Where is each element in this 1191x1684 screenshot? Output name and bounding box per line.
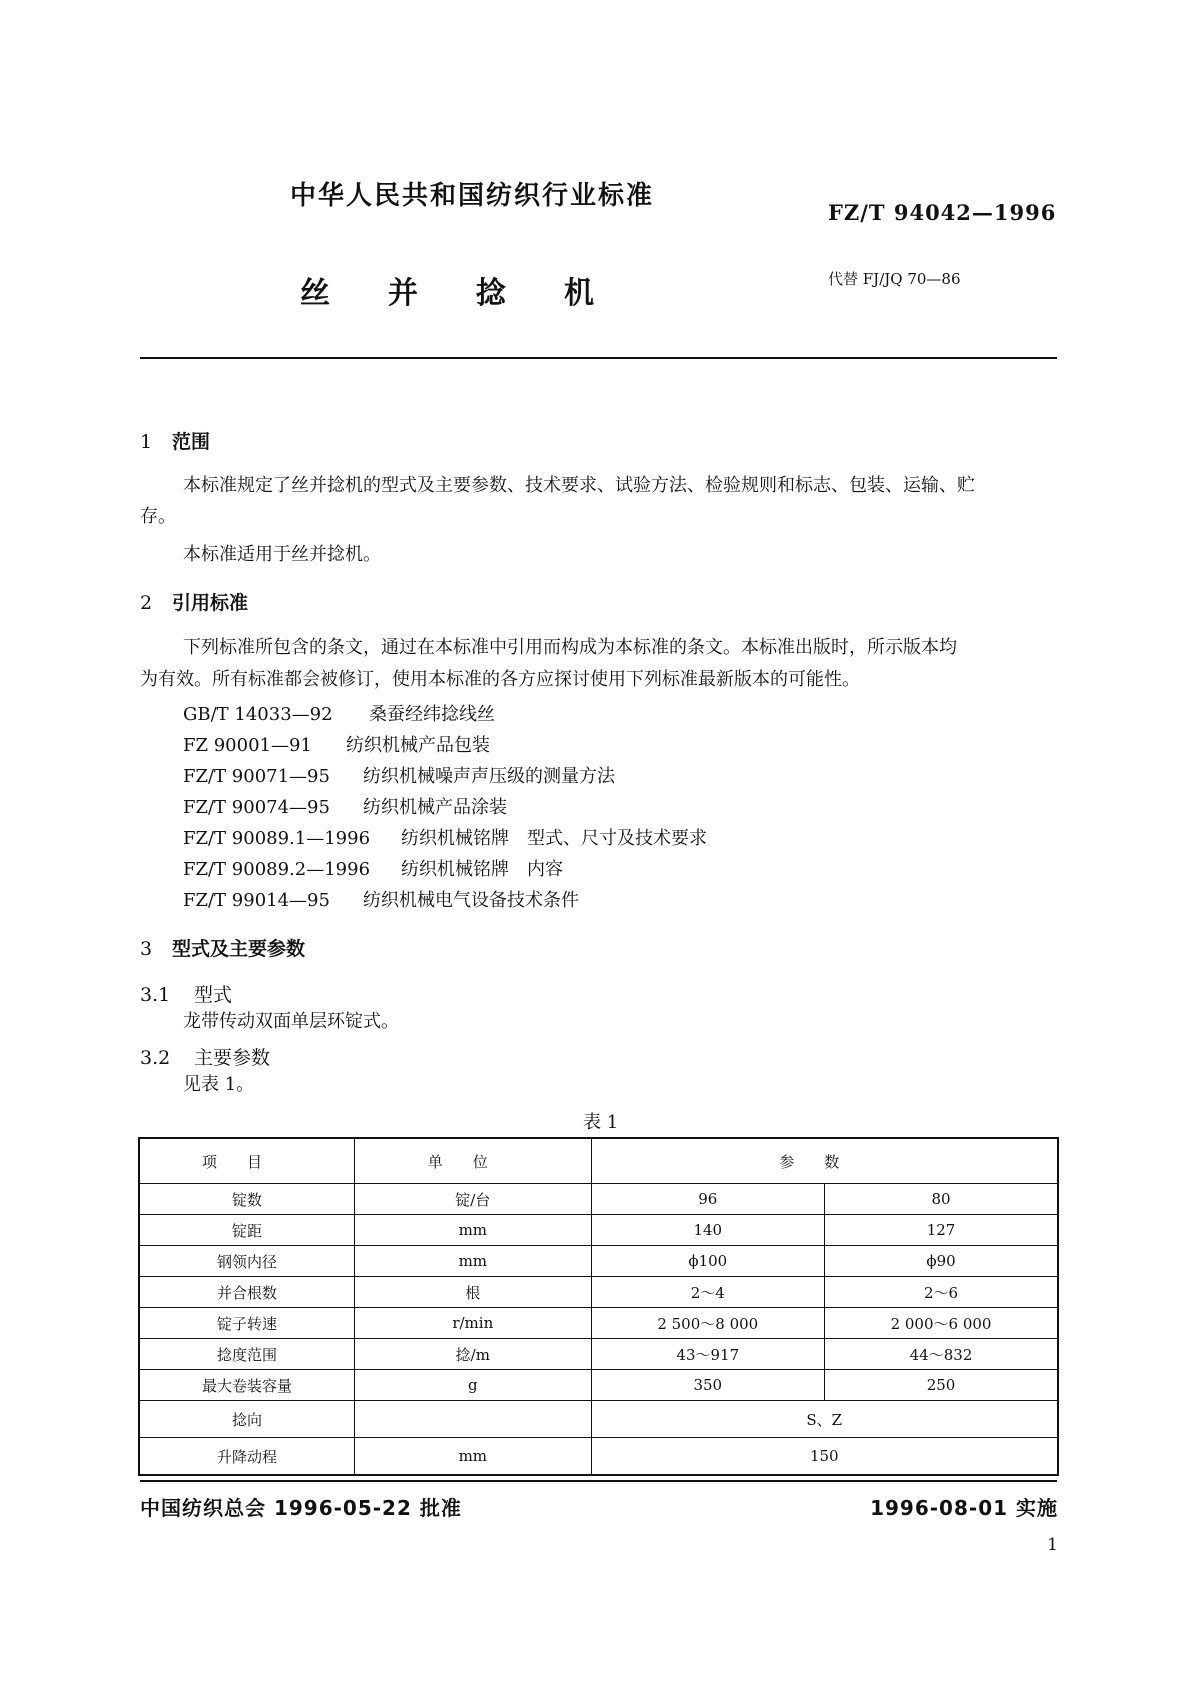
table-cell: 140	[591, 1215, 824, 1246]
table-row	[139, 1370, 1058, 1401]
table-row	[139, 1339, 1058, 1370]
table-cell: ϕ100	[591, 1246, 824, 1277]
table-cell: 锭/台	[355, 1184, 591, 1215]
table-header-row	[139, 1138, 1058, 1184]
header-unit: 单位	[355, 1138, 591, 1184]
table-cell: r/min	[355, 1308, 591, 1339]
reference-name: 纺织机械铭牌 内容	[401, 859, 563, 880]
section-3-2-number: 3.2	[140, 1047, 171, 1069]
table-row	[139, 1277, 1058, 1308]
section-3-1-number: 3.1	[140, 984, 171, 1006]
section-3-1-text: 龙带传动双面单层环锭式。	[183, 1011, 399, 1032]
reference-name: 纺织机械产品涂装	[363, 797, 507, 818]
reference-item	[183, 886, 579, 912]
reference-item	[183, 731, 490, 757]
section-1-para-1-line-2: 存。	[140, 506, 176, 527]
section-2-heading	[140, 588, 248, 615]
table-row	[139, 1401, 1058, 1438]
section-2-title: 引用标准	[172, 592, 249, 614]
section-3-2-title: 主要参数	[194, 1047, 271, 1069]
section-3-number: 3	[140, 938, 153, 960]
reference-code: FZ/T 90089.1—1996	[183, 828, 371, 849]
section-2-para-line-2: 为有效。所有标准都会被修订，使用本标准的各方应探讨使用下列标准最新版本的可能性。	[140, 669, 860, 690]
table-cell: 2 000～6 000	[825, 1308, 1058, 1339]
section-1-para-2: 本标准适用于丝并捻机。	[183, 544, 381, 565]
table-cell: 2～4	[591, 1277, 824, 1308]
parameter-table	[138, 1137, 1059, 1476]
page-number: 1	[1047, 1535, 1058, 1555]
reference-code: FZ 90001—91	[183, 735, 312, 756]
table-cell: ϕ90	[825, 1246, 1058, 1277]
table-cell: 锭数	[139, 1184, 355, 1215]
section-1-number: 1	[140, 431, 153, 453]
table-cell: 根	[355, 1277, 591, 1308]
reference-item	[183, 793, 507, 819]
table-cell: 并合根数	[139, 1277, 355, 1308]
table-cell: 2～6	[825, 1277, 1058, 1308]
table-cell: 80	[825, 1184, 1058, 1215]
table-cell: mm	[355, 1215, 591, 1246]
reference-code: GB/T 14033—92	[183, 704, 333, 725]
table-row	[139, 1308, 1058, 1339]
footer-divider	[140, 1480, 1057, 1482]
section-2-number: 2	[140, 592, 153, 614]
header-item: 项目	[139, 1138, 355, 1184]
section-3-1-title: 型式	[194, 984, 233, 1006]
table-cell: 96	[591, 1184, 824, 1215]
table-cell: 150	[591, 1438, 1058, 1476]
table-cell: mm	[355, 1438, 591, 1476]
section-1-title: 范围	[172, 431, 211, 453]
section-3-1-heading	[140, 980, 232, 1007]
replaces-standard: 代替 FJ/JQ 70—86	[828, 270, 961, 288]
table-row	[139, 1184, 1058, 1215]
reference-name: 纺织机械噪声声压级的测量方法	[363, 766, 615, 787]
header-divider	[140, 357, 1057, 359]
table-cell: g	[355, 1370, 591, 1401]
table-cell: 2 500～8 000	[591, 1308, 824, 1339]
reference-code: FZ/T 90089.2—1996	[183, 859, 371, 880]
table-cell: 43～917	[591, 1339, 824, 1370]
table-row	[139, 1215, 1058, 1246]
section-2-para-line-1: 下列标准所包含的条文，通过在本标准中引用而构成为本标准的条文。本标准出版时，所示版本均	[183, 637, 957, 658]
table-cell: 250	[825, 1370, 1058, 1401]
reference-code: FZ/T 99014—95	[183, 890, 330, 911]
reference-item	[183, 700, 495, 726]
standard-org-title: 中华人民共和国纺织行业标准	[290, 181, 655, 211]
table-cell: 升降动程	[139, 1438, 355, 1476]
reference-code: FZ/T 90071—95	[183, 766, 330, 787]
table-cell: 锭子转速	[139, 1308, 355, 1339]
standard-code: FZ/T 94042—1996	[828, 200, 1057, 225]
section-3-title: 型式及主要参数	[172, 938, 306, 960]
table-cell: 最大卷装容量	[139, 1370, 355, 1401]
table-cell: S、Z	[591, 1401, 1058, 1438]
table-cell: 捻/m	[355, 1339, 591, 1370]
section-1-heading	[140, 427, 210, 454]
table-row	[139, 1438, 1058, 1476]
reference-item	[183, 855, 563, 881]
table-row	[139, 1246, 1058, 1277]
section-3-2-text: 见表 1。	[183, 1074, 255, 1095]
table-cell: 捻度范围	[139, 1339, 355, 1370]
reference-item	[183, 824, 707, 850]
table-cell: 127	[825, 1215, 1058, 1246]
table-cell: 捻向	[139, 1401, 355, 1438]
header-parameters: 参数	[591, 1138, 1058, 1184]
reference-item	[183, 762, 615, 788]
table-cell: 锭距	[139, 1215, 355, 1246]
section-3-2-heading	[140, 1043, 270, 1070]
table-cell	[355, 1401, 591, 1438]
reference-name: 纺织机械产品包装	[346, 735, 490, 756]
table-cell: 44～832	[825, 1339, 1058, 1370]
table-cell: 350	[591, 1370, 824, 1401]
effective-date: 1996-08-01 实施	[870, 1496, 1058, 1520]
reference-name: 桑蚕经纬捻线丝	[369, 704, 495, 725]
table-cell: mm	[355, 1246, 591, 1277]
reference-name: 纺织机械电气设备技术条件	[363, 890, 579, 911]
table-cell: 钢领内径	[139, 1246, 355, 1277]
table-caption: 表 1	[583, 1112, 619, 1133]
reference-name: 纺织机械铭牌 型式、尺寸及技术要求	[401, 828, 707, 849]
approval-line: 中国纺织总会 1996-05-22 批准	[140, 1496, 462, 1520]
reference-code: FZ/T 90074—95	[183, 797, 330, 818]
section-1-para-1-line-1: 本标准规定了丝并捻机的型式及主要参数、技术要求、试验方法、检验规则和标志、包装、运输、贮	[183, 475, 975, 496]
section-3-heading	[140, 934, 305, 961]
document-title: 丝并捻机	[300, 276, 652, 311]
